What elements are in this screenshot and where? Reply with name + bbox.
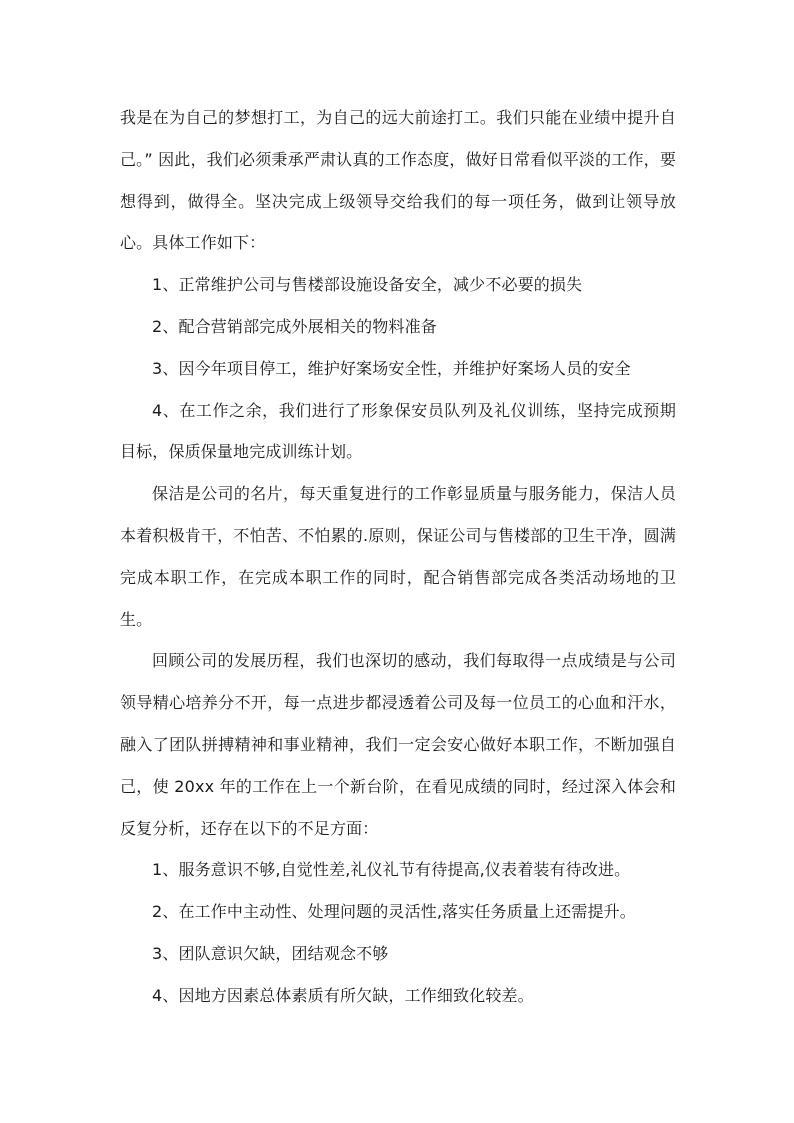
paragraph-cleaning: 保洁是公司的名片，每天重复进行的工作彰显质量与服务能力，保洁人员本着积极肯干，不怕苦、不怕累的.原则，保证公司与售楼部的卫生干净，圆满完成本职工作，在完成本职工作的同时，配合销售部完成各类活动场地的卫生。 xyxy=(120,484,676,629)
shortcoming-item-2: 2、在工作中主动性、处理问题的灵活性,落实任务质量上还需提升。 xyxy=(152,902,636,922)
shortcoming-item-1: 1、服务意识不够,自觉性差,礼仪礼节有待提高,仪表着装有待改进。 xyxy=(152,860,631,880)
security-item-4: 4、在工作之余，我们进行了形象保安员队列及礼仪训练，坚持完成预期目标，保质保量地完成训练计划。 xyxy=(120,400,676,462)
security-item-3: 3、因今年项目停工，维护好案场安全性，并维护好案场人员的安全 xyxy=(152,358,631,378)
shortcoming-item-4: 4、因地方因素总体素质有所欠缺，工作细致化较差。 xyxy=(152,985,534,1005)
shortcoming-item-3: 3、团队意识欠缺，团结观念不够 xyxy=(152,943,389,963)
security-item-1: 1、正常维护公司与售楼部设施设备安全，减少不必要的损失 xyxy=(152,275,583,295)
security-item-2: 2、配合营销部完成外展相关的物料准备 xyxy=(152,316,437,336)
paragraph-intro: 我是在为自己的梦想打工，为自己的远大前途打工。我们只能在业绩中提升自己。” 因此，我们必须秉承严肃认真的工作态度，做好日常看似平淡的工作，要想得到，做得全。坚决完成上级领导交给我们的每一项任务，做到让领导放心。具体工作如下： xyxy=(120,108,676,253)
document-body xyxy=(120,97,676,1017)
paragraph-review: 回顾公司的发展历程，我们也深切的感动，我们每取得一点成绩是与公司领导精心培养分不开，每一点进步都浸透着公司及每一位员工的心血和汗水，融入了团队拼搏精神和事业精神，我们一定会安心做好本职工作，不断加强自己，使 20xx 年的工作在上一个新台阶，在看见成绩的同时，经过深入体会和反复分析，还存在以下的不足方面： xyxy=(120,651,676,838)
